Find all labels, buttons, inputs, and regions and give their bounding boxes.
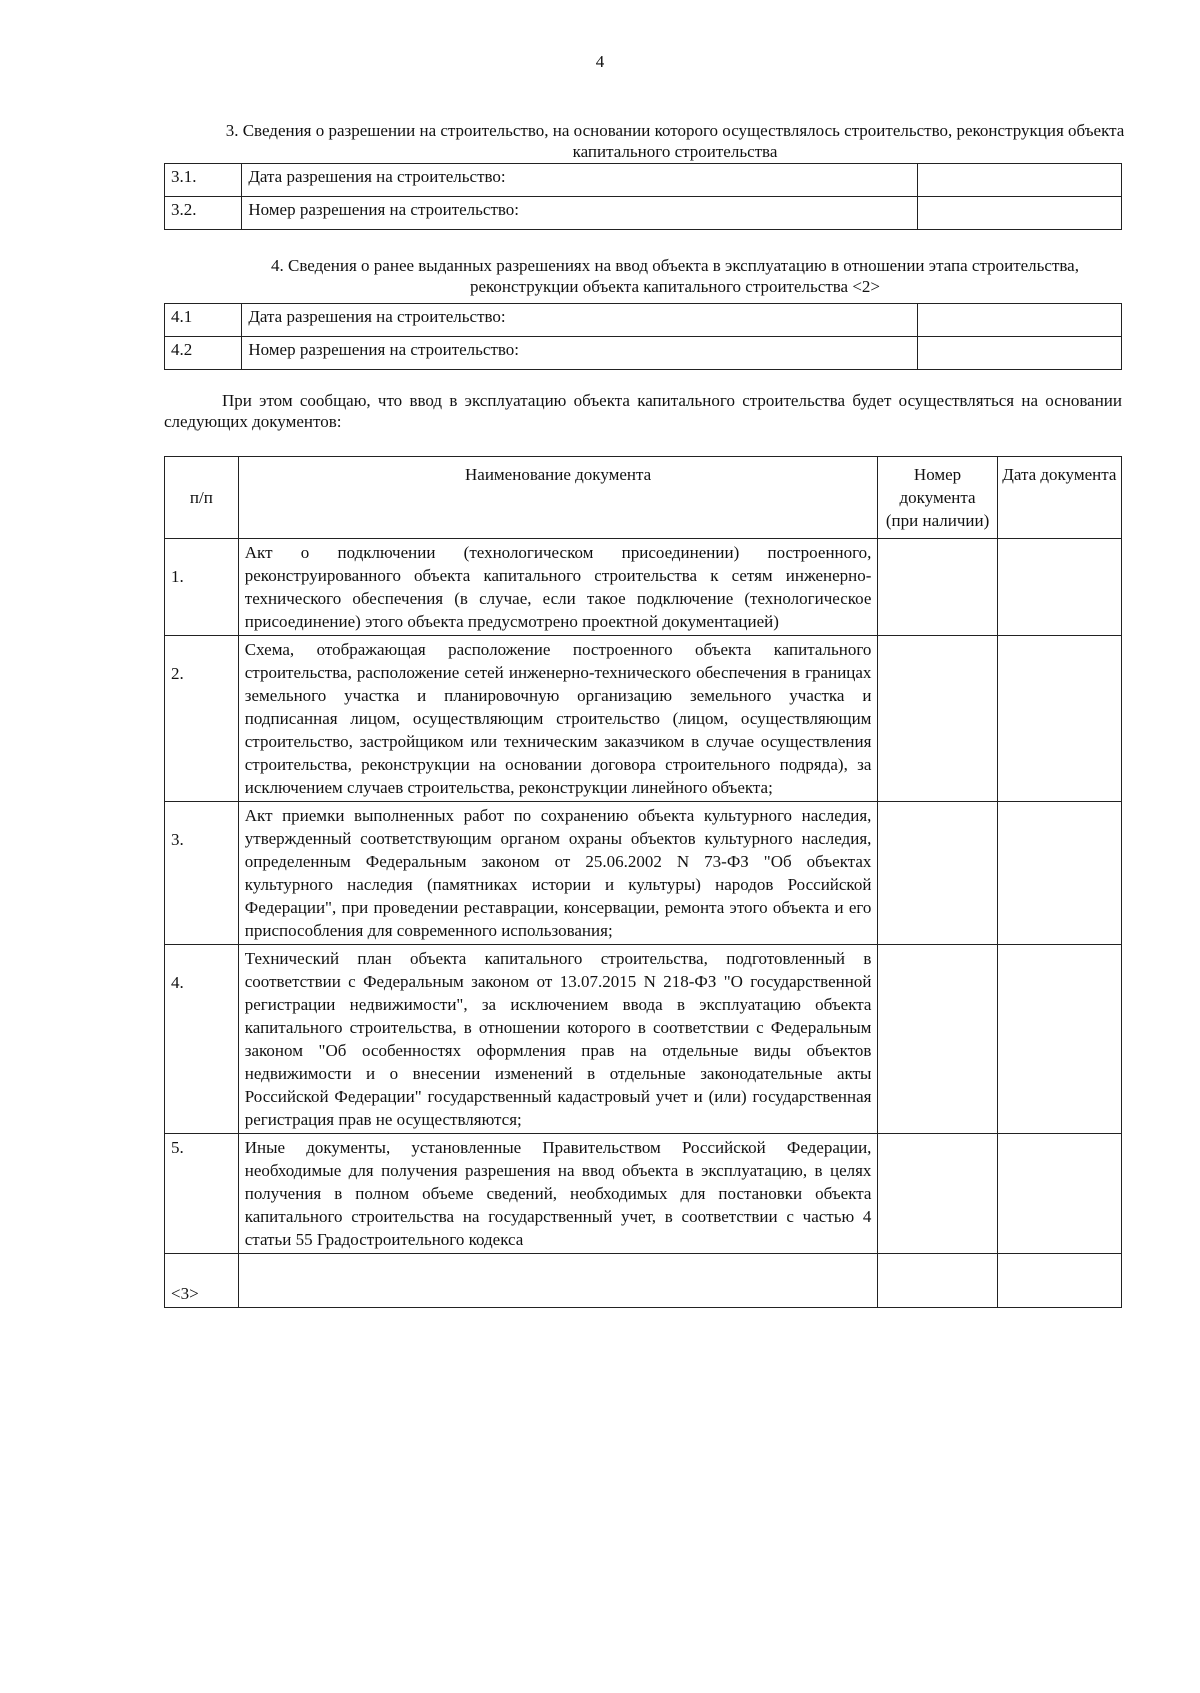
doc-date-cell[interactable]: [997, 636, 1121, 802]
header-doc-date: Дата документа: [997, 457, 1121, 539]
previous-permits-table: [164, 303, 1122, 370]
doc-name: Акт приемки выполненных работ по сохранению объекта культурного наследия, утвержденный соответствующим органом охраны объектов культурного наследия, определенным Федеральным законом от 25.06.2002 N 73-ФЗ "Об объектах культурного наследия (памятниках истории и культуры) народов Российской Федерации", при проведении реставрации, консервации, ремонта этого объекта и его приспособления для современного использования;: [238, 802, 878, 945]
doc-date-cell[interactable]: [997, 945, 1121, 1134]
previous-permit-number-value[interactable]: [918, 337, 1122, 370]
row-number: 3.2.: [165, 197, 242, 230]
table-header-row: [165, 457, 1122, 539]
doc-num: 1.: [165, 539, 239, 636]
header-doc-number: Номер документа (при наличии): [878, 457, 997, 539]
doc-num: 3.: [165, 802, 239, 945]
table-row: [165, 197, 1122, 230]
row-label: Дата разрешения на строительство:: [242, 304, 918, 337]
doc-number-cell[interactable]: [878, 539, 997, 636]
table-row: [165, 945, 1122, 1134]
row-number: 3.1.: [165, 164, 242, 197]
doc-num: 2.: [165, 636, 239, 802]
table-row: [165, 164, 1122, 197]
permit-number-value[interactable]: [918, 197, 1122, 230]
doc-num: 4.: [165, 945, 239, 1134]
doc-number-cell[interactable]: [878, 1134, 997, 1254]
doc-name: Акт о подключении (технологическом присоединении) построенного, реконструированного объекта капитального строительства к сетям инженерно-технического обеспечения (в случае, если такое подключение (технологическое присоединение) этого объекта предусмотрено проектной документацией): [238, 539, 878, 636]
doc-number-cell[interactable]: [878, 1254, 997, 1308]
table-row: [165, 1254, 1122, 1308]
doc-name: Иные документы, установленные Правительством Российской Федерации, необходимые для получения разрешения на ввод объекта в эксплуатацию, в целях получения в полном объеме сведений, необходимых для постановки объекта капитального строительства на государственный учет, в соответствии с частью 4 статьи 55 Градостроительного кодекса: [238, 1134, 878, 1254]
doc-number-cell[interactable]: [878, 945, 997, 1134]
table-row: [165, 304, 1122, 337]
doc-name[interactable]: [238, 1254, 878, 1308]
page-number: 4: [595, 52, 605, 71]
table-row: [165, 539, 1122, 636]
doc-num: 5.: [165, 1134, 239, 1254]
permit-date-value[interactable]: [918, 164, 1122, 197]
row-number: 4.1: [165, 304, 242, 337]
table-row: [165, 1134, 1122, 1254]
doc-name: Схема, отображающая расположение построенного объекта капитального строительства, расположение сетей инженерно-технического обеспечения в границах земельного участка и планировочную организацию земельного участка и подписанная лицом, осуществляющим строительство (лицом, осуществляющим строительство, застройщиком или техническим заказчиком в случае осуществления строительства, реконструкции на основании договора строительного подряда), за исключением случаев строительства, реконструкции линейного объекта;: [238, 636, 878, 802]
intro-paragraph: При этом сообщаю, что ввод в эксплуатацию объекта капитального строительства будет осуществляться на основании следующих документов:: [164, 391, 1122, 431]
permit-info-table: [164, 163, 1122, 230]
doc-date-cell[interactable]: [997, 539, 1121, 636]
table-row: [165, 802, 1122, 945]
section-4-heading: 4. Сведения о ранее выданных разрешениях на ввод объекта в эксплуатацию в отношении этапа строительства, реконструкции объекта капитального строительства <2>: [271, 256, 1079, 296]
section-3-heading: 3. Сведения о разрешении на строительство, на основании которого осуществлялось строительство, реконструкция объекта капитального строительства: [225, 121, 1125, 161]
doc-date-cell[interactable]: [997, 1254, 1121, 1308]
table-row: [165, 337, 1122, 370]
header-num: п/п: [165, 457, 239, 539]
documents-table: [164, 456, 1122, 1308]
row-label: Дата разрешения на строительство:: [242, 164, 918, 197]
row-label: Номер разрешения на строительство:: [242, 197, 918, 230]
row-number: 4.2: [165, 337, 242, 370]
doc-date-cell[interactable]: [997, 802, 1121, 945]
doc-name: Технический план объекта капитального строительства, подготовленный в соответствии с Федеральным законом от 13.07.2015 N 218-ФЗ "О государственной регистрации недвижимости", за исключением ввода в эксплуатацию объекта капитального строительства, в отношении которого в соответствии с Федеральным законом "Об особенностях оформления прав на отдельные виды объектов недвижимости и о внесении изменений в отдельные законодательные акты Российской Федерации" государственный кадастровый учет и (или) государственная регистрация прав не осуществляются;: [238, 945, 878, 1134]
doc-num: <3>: [165, 1254, 239, 1308]
row-label: Номер разрешения на строительство:: [242, 337, 918, 370]
previous-permit-date-value[interactable]: [918, 304, 1122, 337]
doc-date-cell[interactable]: [997, 1134, 1121, 1254]
doc-number-cell[interactable]: [878, 802, 997, 945]
header-name: Наименование документа: [238, 457, 878, 539]
table-row: [165, 636, 1122, 802]
doc-number-cell[interactable]: [878, 636, 997, 802]
